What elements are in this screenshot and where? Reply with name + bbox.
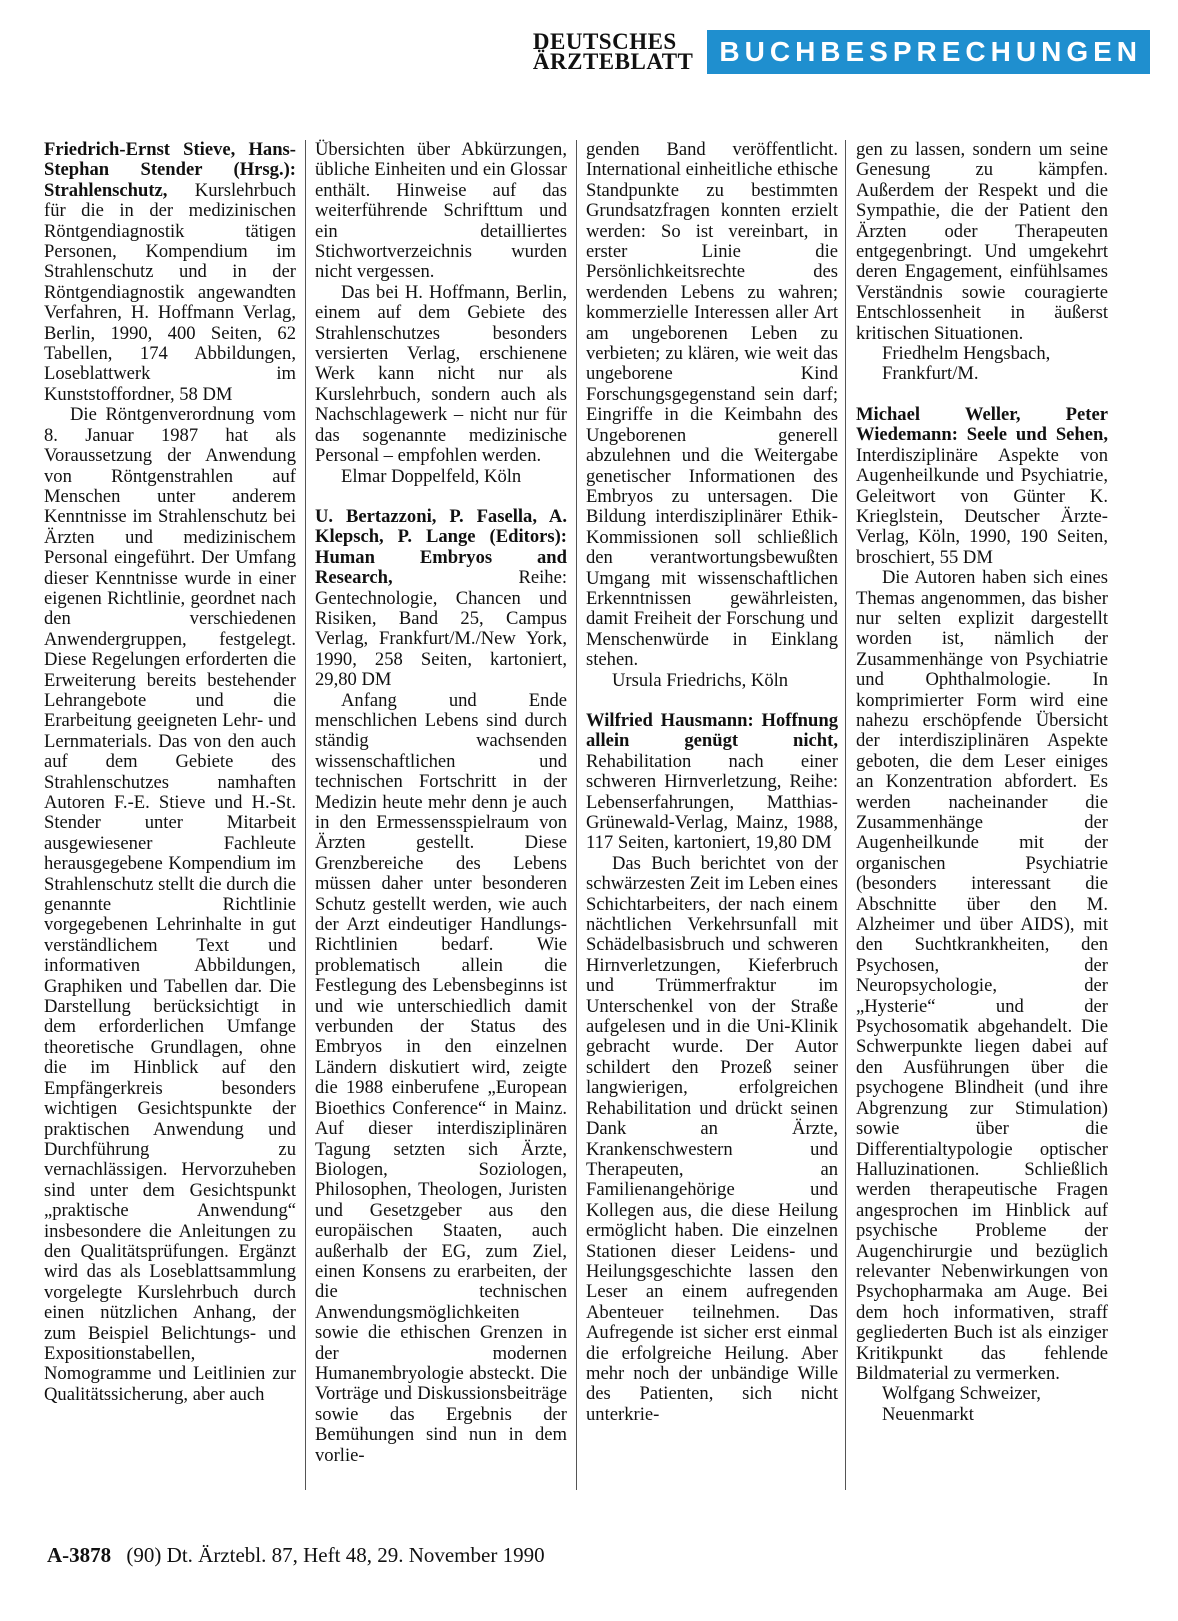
logo-line-2: ÄRZTEBLATT (532, 49, 694, 74)
review-author-location: Neuenmarkt (882, 1403, 974, 1425)
review-bibliography: Rehabilitation nach einer schweren Hirnverletzung, Reihe: Lebenserfahrungen, Matthias-Grünewald-Verlag, Mainz, 1988, 117 Seiten, kartoniert, 19,80 DM (586, 750, 838, 854)
review-paragraph: Das bei H. Hoffmann, Berlin, einem auf dem Gebiete des Strahlenschutzes besonders versierten Verlag, erschienene Werk kann nicht nur als Kurslehrbuch, sondern auch als Nachschlagewerk – nicht nur für das sogenannte medizinische Personal – empfohlen werden. (315, 281, 567, 467)
review-paragraph: Die Autoren haben sich eines Themas angenommen, das bisher nur selten explizit dargestellt worden ist, nämlich der Zusammenhänge von Psychiatrie und Ophthalmologie. In komprimierter Form wird eine nahezu erschöpfende Übersicht der interdisziplinären Aspekte geboten, die dem Leser einiges an Konzentration abfordert. Es werden nacheinander die Zusammenhänge der Augenheilkunde mit der organischen Psychiatrie (besonders interessant die Abschnitte über den M. Alzheimer und über AIDS), mit den Suchtkrankheiten, den Psychosen, der Neuropsychologie, der „Hysterie“ und der Psychosomatik abgehandelt. Die Schwerpunkte liegen dabei auf den Ausführungen über die psychogene Blindheit (und ihre Abgrenzung zur Stimulation) sowie über die Differentialtypologie optischer Halluzinationen. Schließlich werden therapeutische Fragen angesprochen im Hinblick auf psychische Probleme der Augenchirurgie und bezüglich relevanter Nebenwirkungen von Psychopharmaka am Auge. Bei dem hoch informativen, straff gegliederten Buch ist als einziger Kritikpunkt das fehlende Bildmaterial zu vermerken. (856, 567, 1108, 1384)
column-1 (44, 140, 296, 1405)
journal-logo (532, 29, 694, 74)
column-divider (845, 140, 846, 1490)
review-paragraph: Die Röntgenverordnung vom 8. Januar 1987 hat als Voraussetzung der Anwendung von Röntgenstrahlen auf Menschen unter anderem Kenntnisse im Strahlenschutz bei Ärzten und medizinischem Personal eingeführt. Der Umfang dieser Kenntnisse wurde in einer eigenen Richtlinie, geordnet nach den verschiedenen Anwendergruppen, festgelegt. Diese Regelungen erforderten die Erweiterung bereits bestehender Lehrangebote und die Erarbeitung geeigneten Lehr- und Lernmaterials. Das von den auch auf dem Gebiete des Strahlenschutzes namhaften Autoren F.-E. Stieve und H.-St. Stender unter Mitarbeit ausgewiesener Fachleute herausgegebene Kompendium im Strahlenschutz stellt die durch die genannte Richtlinie vorgegebenen Lehrinhalte in gut verständlichem Text und informativen Abbildungen, Graphiken und Tabellen dar. Die Darstellung berücksichtigt in dem erforderlichen Umfange theoretische Grundlagen, ohne die im Hinblick auf den Empfängerkreis besonders wichtigen Gesichtspunkte der praktischen Anwendung und Durchführung zu vernachlässigen. Hervorzuheben sind unter dem Gesichtspunkt „praktische Anwendung“ insbesondere die Anleitungen zu den Qualitätsprüfungen. Ergänzt wird das als Loseblattsammlung vorgelegte Kurslehrbuch durch einen nützlichen Anhang, der zum Beispiel Belichtungs- und Expositionstabellen, Nomogramme und Leitlinien zur Qualitätssicherung, aber auch (44, 404, 296, 1405)
review-bibliography: Reihe: Gentechnologie, Chancen und Risiken, Band 25, Campus Verlag, Frankfurt/M./New York, 1990, 258 Seiten, kartoniert, 29,80 DM (315, 567, 567, 691)
review-bibliography: Kurslehrbuch für die in der medizinischen Röntgendiagnostik tätigen Personen, Kompendium im Strahlenschutz und in der Röntgendiagnostik angewandten Verfahren, H. Hoffmann Verlag, Berlin, 1990, 400 Seiten, 62 Tabellen, 174 Abbildungen, Loseblattwerk im Kunststoffordner, 58 DM (44, 179, 296, 405)
review-author: Ursula Friedrichs, Köln (612, 669, 789, 691)
masthead (533, 28, 1150, 76)
column-divider (305, 140, 306, 1490)
citation: (90) Dt. Ärztebl. 87, Heft 48, 29. November 1990 (126, 1543, 545, 1567)
review-heading (586, 711, 838, 854)
review-title: Friedrich-Ernst Stieve, Hans-Stephan Stender (Hrsg.): Strahlenschutz, (44, 139, 296, 201)
column-2 (315, 140, 567, 1466)
review-heading (44, 140, 296, 405)
review-title: U. Bertazzoni, P. Fasella, A. Klepsch, P. Lange (Editors): Human Embryos and Research, (315, 505, 567, 589)
review-paragraph: Das Buch berichtet von der schwärzesten Zeit im Leben eines Schichtarbeiters, der nach einem nächtlichen Verkehrsunfall mit Schädelbasisbruch und schweren Hirnverletzungen, Kieferbruch und Trümmerfraktur im Unterschenkel von der Straße aufgelesen und in die Uni-Klinik gebracht wurde. Der Autor schildert den Prozeß seiner langwierigen, erfolgreichen Rehabilitation und drückt seinen Dank an Ärzte, Krankenschwestern und Therapeuten, an Familienangehörige und Kollegen aus, die diese Heilung ermöglicht haben. Die einzelnen Stationen dieser Leidens- und Heilungsgeschichte lassen den Leser an einem aufregenden Abenteuer teilnehmen. Das Aufregende ist sicher erst einmal die erfolgreiche Heilung. Aber mehr noch der unbändige Wille des Patienten, sich nicht unterkrie- (586, 852, 838, 1425)
column-4 (856, 140, 1108, 1425)
review-heading (856, 405, 1108, 568)
review-title: Michael Weller, Peter Wiedemann: Seele und Sehen, (856, 403, 1108, 446)
review-author: Elmar Doppelfeld, Köln (341, 465, 522, 487)
review-paragraph: Anfang und Ende menschlichen Lebens sind durch ständig wachsenden wissenschaftlichen und technischen Fortschritt in der Medizin heute mehr denn je auch in den Ermessensspielraum von Ärzten gestellt. Diese Grenzbereiche des Lebens müssen daher unter besonderen Schutz gestellt werden, wie auch der Arzt eindeutiger Handlungs-Richtlinien bedarf. Wie problematisch allein die Festlegung des Lebensbeginns ist und wie unterschiedlich damit verbunden der Status des Embryos in den einzelnen Ländern diskutiert wird, zeigte die 1988 einberufene „European Bioethics Conference“ in Mainz. Auf dieser interdisziplinären Tagung setzten sich Ärzte, Biologen, Soziologen, Philosophen, Theologen, Juristen und Gesetzgeber aus den europäischen Staaten, auch außerhalb der EG, zum Ziel, einen Konsens zu erarbeiten, der die technischen Anwendungsmöglichkeiten sowie die ethischen Grenzen in der modernen Humanembryologie absteckt. Die Vorträge und Diskussionsbeiträge sowie das Ergebnis der Bemühungen sind nun in dem vorlie- (315, 689, 567, 1466)
page-number: A-3878 (47, 1543, 112, 1567)
logo-line-1: DEUTSCHES (532, 29, 677, 54)
review-author: Wolfgang Schweizer, (882, 1383, 1041, 1405)
column-3 (586, 140, 838, 1425)
review-bibliography: Interdisziplinäre Aspekte von Augenheilkunde und Psychiatrie, Geleitwort von Günter K. Krieglstein, Deutscher Ärzte-Verlag, Köln, 1990, 190 Seiten, broschiert, 55 DM (856, 444, 1108, 568)
review-author: Friedhelm Hengsbach, (882, 343, 1051, 365)
review-author-location: Frankfurt/M. (882, 363, 979, 385)
review-paragraph: genden Band veröffentlicht. International einheitliche ethische Standpunkte zu bestimmten Grundsatzfragen konnten erzielt werden: So ist vereinbart, in erster Linie die Persönlichkeitsrechte des werdenden Lebens zu wahren; kommerzielle Interessen aller Art am ungeborenen Leben zu verbieten; zu klären, wie weit das ungeborene Kind Forschungsgegenstand sein darf; Eingriffe in die Keimbahn des Ungeborenen generell abzulehnen und die Weitergabe genetischer Informationen des Embryos zu untersagen. Die Bildung interdisziplinärer Ethik-Kommissionen soll schließlich den verantwortungsbewußten Umgang mit wissenschaftlichen Erkenntnissen gewährleisten, damit Freiheit der Forschung und Menschenwürde in Einklang stehen. (586, 139, 838, 671)
page-footer (47, 1543, 545, 1568)
review-paragraph: gen zu lassen, sondern um seine Genesung zu kämpfen. Außerdem der Respekt und die Sympathie, die der Patient den Ärzten oder Therapeuten entgegenbringt. Und umgekehrt deren Engagement, einfühlsames Verständnis sowie couragierte Entschlossenheit in äußerst kritischen Situationen. (856, 139, 1108, 344)
review-title: Wilfried Hausmann: Hoffnung allein genügt nicht, (586, 709, 838, 752)
column-divider (576, 140, 577, 1490)
review-paragraph: Übersichten über Abkürzungen, übliche Einheiten und ein Glossar enthält. Hinweise auf das weiterführende Schrifttum und ein detailliertes Stichwortverzeichnis wurden nicht vergessen. (315, 139, 567, 283)
review-heading (315, 507, 567, 691)
section-title: BUCHBESPRECHUNGEN (707, 30, 1150, 74)
